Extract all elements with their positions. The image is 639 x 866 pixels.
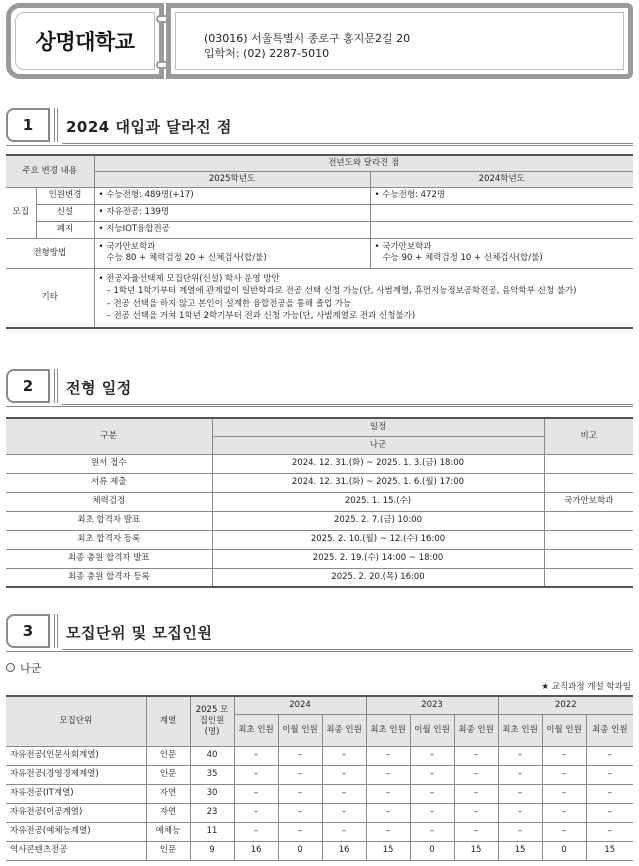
section-3-heading — [6, 614, 633, 652]
table-cell: – — [586, 822, 633, 841]
table-cell: – — [278, 765, 322, 784]
header — [6, 3, 633, 83]
table-cell: 최종 충원 합격자 등록 — [6, 568, 212, 587]
schedule-table — [6, 417, 633, 588]
changes-table — [6, 154, 633, 329]
table-cell: • 지능IOT융합전공 — [94, 221, 370, 238]
table-row — [6, 822, 633, 841]
row-label: 신설 — [36, 204, 94, 221]
table-cell: – — [366, 803, 410, 822]
table-cell — [544, 454, 633, 473]
method-line: 수능 80 + 체력검정 20 + 신체검사(합/불) — [106, 253, 267, 263]
contact-box — [166, 3, 633, 79]
table-cell: 자유전공(인문사회계열) — [6, 746, 146, 765]
table-cell: – — [542, 822, 586, 841]
table-cell: – — [366, 784, 410, 803]
etc-line: – 1학년 1학기부터 계열에 관계없이 일반학과로 전공 선택 신청 가능(단, 사범계열, 휴먼지능정보공학전공, 음악학부 신청 불가) — [106, 286, 577, 297]
etc-line: – 전공 선택을 하지 않고 본인이 설계한 융합전공을 통해 졸업 가능 — [106, 298, 352, 309]
table-cell: – — [542, 746, 586, 765]
method-line: • 국가안보학과 — [98, 242, 156, 252]
header-cell: 계열 — [146, 696, 190, 746]
table-cell: • 자유전공: 139명 — [94, 204, 370, 221]
section-number: 1 — [6, 108, 50, 142]
table-cell: 서류 제출 — [6, 473, 212, 492]
header-cell: 2025 모집인원 (명) — [190, 696, 234, 746]
table-cell — [544, 473, 633, 492]
table-cell: – — [410, 784, 454, 803]
table-cell: • 수능전형: 472명 — [370, 187, 633, 204]
table-cell: – — [322, 822, 366, 841]
table-cell: – — [410, 822, 454, 841]
table-cell: – — [278, 746, 322, 765]
header-cell: 구분 — [6, 418, 212, 454]
table-cell: 최초 합격자 등록 — [6, 530, 212, 549]
table-cell: – — [586, 784, 633, 803]
etc-line: – 전공 선택을 거쳐 1학년 2학기부터 전과 신청 가능(단, 사범계열로 전과 신청불가) — [106, 311, 416, 322]
header-cell: 주요 변경 내용 — [6, 155, 94, 187]
table-cell: 원서 접수 — [6, 454, 212, 473]
table-cell: 15 — [454, 841, 498, 860]
divider — [54, 614, 58, 648]
table-cell: 인문 — [146, 746, 190, 765]
header-cell: 2024학년도 — [370, 171, 633, 187]
section-number: 2 — [6, 369, 50, 403]
sub-header: 최종 인원 — [454, 714, 498, 746]
sub-header: 이월 인원 — [278, 714, 322, 746]
table-cell: 체력검정 — [6, 492, 212, 511]
table-cell: 자유전공(이공계열) — [6, 803, 146, 822]
table-cell: 2024. 12. 31.(화) ~ 2025. 1. 3.(금) 18:00 — [212, 454, 544, 473]
divider — [62, 649, 633, 650]
table-cell: – — [366, 822, 410, 841]
table-cell: 2025. 1. 15.(수) — [212, 492, 544, 511]
table-cell: 16 — [234, 841, 278, 860]
table-cell: – — [498, 784, 542, 803]
row-label: 기타 — [6, 268, 94, 328]
header-cell: 모집단위 — [6, 696, 146, 746]
table-cell — [544, 549, 633, 568]
divider — [6, 651, 633, 652]
divider — [62, 404, 633, 405]
table-cell — [544, 530, 633, 549]
table-cell: – — [234, 784, 278, 803]
group-subheading: 나군 — [20, 662, 42, 675]
table-cell: – — [410, 746, 454, 765]
table-cell: – — [454, 803, 498, 822]
divider — [54, 108, 58, 142]
table-cell: 자연 — [146, 803, 190, 822]
row-label: 폐지 — [36, 221, 94, 238]
etc-line: • 전공자율선택제 모집단위(신설) 학사 운영 방안 — [98, 273, 280, 284]
year-header: 2022 — [498, 696, 633, 714]
table-cell: 2025. 2. 10.(월) ~ 12.(수) 16:00 — [212, 530, 544, 549]
table-cell: 자유전공(IT계열) — [6, 784, 146, 803]
table-cell: 인문 — [146, 841, 190, 860]
table-cell: – — [498, 765, 542, 784]
table-cell: 최종 충원 합격자 발표 — [6, 549, 212, 568]
year-header: 2023 — [366, 696, 498, 714]
table-cell: 자유전공(경영경제계열) — [6, 765, 146, 784]
header-cell: 전년도와 달라진 점 — [94, 155, 633, 171]
table-cell: – — [586, 765, 633, 784]
table-cell: 국가안보학과 — [544, 492, 633, 511]
table-cell — [544, 511, 633, 530]
circle-bullet-icon — [6, 663, 15, 672]
table-cell: – — [322, 765, 366, 784]
table-cell: 15 — [366, 841, 410, 860]
phone: 입학처: (02) 2287-5010 — [204, 47, 330, 60]
table-cell: – — [410, 765, 454, 784]
table-cell: – — [322, 784, 366, 803]
quota-table — [6, 695, 633, 861]
row-label: 모집 — [6, 187, 36, 238]
divider — [6, 145, 633, 146]
table-cell: – — [454, 822, 498, 841]
table-cell: 15 — [586, 841, 633, 860]
divider — [54, 369, 58, 403]
table-cell: – — [278, 822, 322, 841]
table-cell: 예체능 — [146, 822, 190, 841]
table-cell: – — [586, 746, 633, 765]
table-cell: 자연 — [146, 784, 190, 803]
table-cell — [94, 268, 633, 328]
header-cell: 비고 — [544, 418, 633, 454]
table-cell: 11 — [190, 822, 234, 841]
university-name: 상명대학교 — [35, 30, 135, 54]
divider — [6, 406, 633, 407]
table-cell: 역사콘텐츠전공 — [6, 841, 146, 860]
table-cell: – — [234, 803, 278, 822]
table-cell: – — [498, 746, 542, 765]
table-cell: – — [542, 803, 586, 822]
table-cell — [370, 204, 633, 221]
table-cell: 15 — [498, 841, 542, 860]
teacher-course-note: ★ 교직과정 개설 학과임 — [541, 682, 631, 692]
table-cell: 2025. 2. 20.(목) 16:00 — [212, 568, 544, 587]
table-cell: – — [542, 784, 586, 803]
table-cell: – — [322, 803, 366, 822]
year-header: 2024 — [234, 696, 366, 714]
table-cell: – — [278, 784, 322, 803]
section-number: 3 — [6, 614, 50, 648]
sub-header: 최초 인원 — [234, 714, 278, 746]
table-cell: 최초 합격자 발표 — [6, 511, 212, 530]
table-cell — [370, 221, 633, 238]
header-cell: 2025학년도 — [94, 171, 370, 187]
table-cell: – — [542, 765, 586, 784]
table-cell: 2025. 2. 19.(수) 14:00 ~ 18:00 — [212, 549, 544, 568]
table-cell: 2025. 2. 7.(금) 10:00 — [212, 511, 544, 530]
table-cell: 자유전공(예체능계열) — [6, 822, 146, 841]
university-box — [6, 3, 164, 79]
table-cell: – — [366, 746, 410, 765]
header-cell: 일정 — [212, 418, 544, 436]
table-cell: – — [322, 746, 366, 765]
table-cell: 0 — [278, 841, 322, 860]
table-cell: 2024. 12. 31.(화) ~ 2025. 1. 6.(월) 17:00 — [212, 473, 544, 492]
table-cell: – — [366, 765, 410, 784]
header-cell: 나군 — [212, 436, 544, 454]
address: (03016) 서울특별시 종로구 홍지문2길 20 — [204, 32, 411, 45]
table-row — [6, 784, 633, 803]
row-label: 전형방법 — [6, 238, 94, 268]
table-row — [6, 746, 633, 765]
table-cell — [544, 568, 633, 587]
table-cell: • 수능전형: 489명(+17) — [94, 187, 370, 204]
table-cell: – — [234, 746, 278, 765]
method-line: 수능 90 + 체력검정 10 + 신체검사(합/불) — [382, 253, 543, 263]
table-cell: 30 — [190, 784, 234, 803]
sub-header: 이월 인원 — [410, 714, 454, 746]
section-title: 2024 대입과 달라진 점 — [66, 118, 232, 136]
table-row — [6, 841, 633, 860]
section-title: 전형 일정 — [66, 379, 132, 397]
table-cell: 0 — [542, 841, 586, 860]
divider — [62, 143, 633, 144]
section-1-heading — [6, 108, 633, 146]
table-cell: – — [454, 765, 498, 784]
sub-header: 최초 인원 — [498, 714, 542, 746]
table-cell: – — [454, 784, 498, 803]
table-cell: 0 — [410, 841, 454, 860]
table-row — [6, 765, 633, 784]
table-cell: 35 — [190, 765, 234, 784]
section-2-heading — [6, 369, 633, 407]
table-cell: 40 — [190, 746, 234, 765]
method-line: • 국가안보학과 — [374, 242, 432, 252]
table-cell: – — [454, 746, 498, 765]
table-cell — [94, 238, 370, 268]
sub-header: 최종 인원 — [586, 714, 633, 746]
sub-header: 최초 인원 — [366, 714, 410, 746]
sub-header: 이월 인원 — [542, 714, 586, 746]
table-cell: 16 — [322, 841, 366, 860]
row-label: 인원변경 — [36, 187, 94, 204]
table-cell: 인문 — [146, 765, 190, 784]
table-row — [6, 803, 633, 822]
table-cell: – — [410, 803, 454, 822]
table-cell: – — [278, 803, 322, 822]
sub-header: 최종 인원 — [322, 714, 366, 746]
table-cell: – — [498, 822, 542, 841]
table-cell: 9 — [190, 841, 234, 860]
table-cell: 23 — [190, 803, 234, 822]
section-title: 모집단위 및 모집인원 — [66, 624, 213, 642]
table-cell: – — [234, 822, 278, 841]
table-cell — [370, 238, 633, 268]
table-cell: – — [498, 803, 542, 822]
table-cell: – — [586, 803, 633, 822]
table-cell: – — [234, 765, 278, 784]
